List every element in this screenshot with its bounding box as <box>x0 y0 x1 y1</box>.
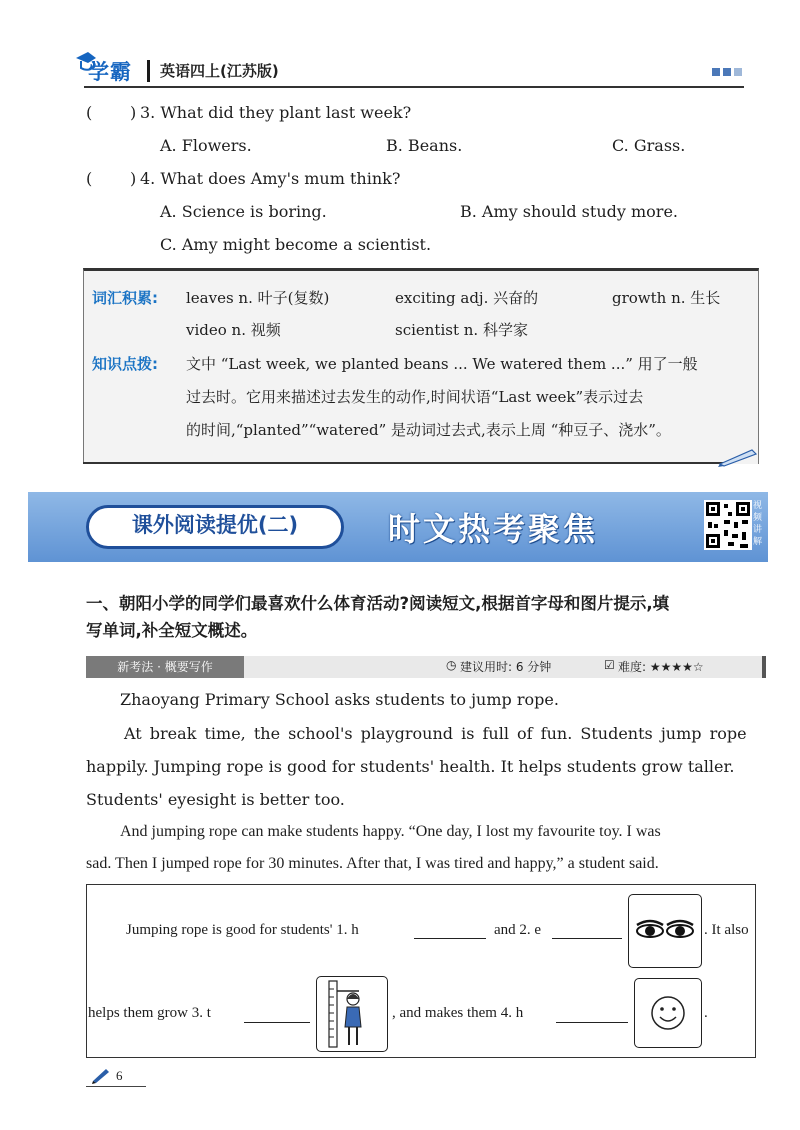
tip-line: 文中 “Last week, we planted beans ... We watered them ...” 用了一般 <box>186 355 698 373</box>
passage-line: At break time, the school's playground is full of fun. Students jump rope <box>124 724 747 743</box>
tip-line: 的时间,“planted”“watered” 是动词过去式,表示上周 “种豆子、浇水”。 <box>186 421 671 439</box>
summary-text-3: . It also <box>704 922 749 938</box>
suggested-time: 建议用时: 6 分钟 <box>460 660 552 674</box>
vocab-item: scientist n. 科学家 <box>395 321 528 339</box>
question-4-stem: 4. What does Amy's mum think? <box>140 169 401 188</box>
passage-line: happily. Jumping rope is good for students' health. It helps students grow taller. <box>86 757 735 776</box>
smiley-face-icon <box>635 979 701 1047</box>
question-4-option-a: A. Science is boring. <box>160 202 327 221</box>
header-rule <box>84 86 744 88</box>
vocab-item: exciting adj. 兴奋的 <box>395 289 539 307</box>
task-title-line: 一、朝阳小学的同学们最喜欢什么体育活动?阅读短文,根据首字母和图片提示,填 <box>86 594 670 613</box>
passage-line: Students' eyesight is better too. <box>86 790 345 809</box>
summary-text-4: helps them grow 3. t <box>88 1005 211 1021</box>
passage-line: Zhaoyang Primary School asks students to jump rope. <box>120 690 559 709</box>
header-decor-square <box>734 68 742 76</box>
banner-left-title: 课外阅读提优(二) <box>131 513 299 537</box>
vocab-box-bottom-rule <box>83 462 723 464</box>
task-title <box>86 590 776 644</box>
banner-right-title: 时文热考聚焦 <box>388 510 599 548</box>
question-3-option-a: A. Flowers. <box>160 136 252 155</box>
footer-rule <box>86 1086 146 1087</box>
brand-logo: 学霸 <box>88 60 132 84</box>
summary-text-1: Jumping rope is good for students' 1. h <box>126 922 359 938</box>
question-4-paren-close: ) <box>130 169 137 188</box>
tip-label: 知识点拨: <box>92 355 158 373</box>
vocab-label: 词汇积累: <box>92 289 158 307</box>
blank-4[interactable] <box>556 1008 628 1023</box>
book-title: 英语四上(江苏版) <box>160 62 279 80</box>
question-3-option-c: C. Grass. <box>612 136 686 155</box>
question-4-option-b: B. Amy should study more. <box>460 202 678 221</box>
smile-picture-box <box>634 978 702 1048</box>
header-separator <box>147 60 150 82</box>
page-header <box>0 0 800 90</box>
pencil-icon <box>716 446 760 468</box>
summary-text-5: , and makes them 4. h <box>392 1005 524 1021</box>
tip-line: 过去时。它用来描述过去发生的动作,时间状语“Last week”表示过去 <box>186 388 644 406</box>
qr-label: 视频讲解 <box>753 501 763 547</box>
qr-code-icon <box>704 500 752 550</box>
passage-line: And jumping rope can make students happy. “One day, I lost my favourite toy. I was <box>120 823 661 840</box>
question-4-paren: ( <box>86 169 93 188</box>
task-title-line: 写单词,补全短文概述。 <box>86 621 258 640</box>
header-decor-square <box>723 68 731 76</box>
page-number: 6 <box>116 1068 123 1083</box>
eyes-icon <box>629 895 701 967</box>
question-4-option-c: C. Amy might become a scientist. <box>160 235 432 254</box>
question-3-paren: ( <box>86 103 93 122</box>
difficulty-rating: 难度: ★★★★☆ <box>618 660 704 674</box>
clock-icon: ◷ <box>446 658 457 672</box>
summary-text-6: . <box>704 1005 708 1021</box>
eyes-picture-box <box>628 894 702 968</box>
check-icon: ☑ <box>604 658 615 672</box>
vocab-item: growth n. 生长 <box>612 289 721 307</box>
blank-2[interactable] <box>552 924 622 939</box>
vocab-item: video n. 视频 <box>186 321 281 339</box>
vocab-item: leaves n. 叶子(复数) <box>186 289 330 307</box>
passage-line: sad. Then I jumped rope for 30 minutes. After that, I was tired and happy,” a student said. <box>86 855 659 872</box>
summary-text-2: and 2. e <box>494 922 542 938</box>
pencil-footer-icon <box>90 1066 112 1084</box>
question-3-stem: 3. What did they plant last week? <box>140 103 412 122</box>
girl-measuring-height-icon <box>317 977 387 1051</box>
header-decor-square <box>712 68 720 76</box>
height-picture-box <box>316 976 388 1052</box>
blank-1[interactable] <box>414 924 486 939</box>
question-3-paren-close: ) <box>130 103 137 122</box>
question-3-option-b: B. Beans. <box>386 136 463 155</box>
exam-type-tag: 新考法 · 概要写作 <box>86 656 244 678</box>
blank-3[interactable] <box>244 1008 310 1023</box>
